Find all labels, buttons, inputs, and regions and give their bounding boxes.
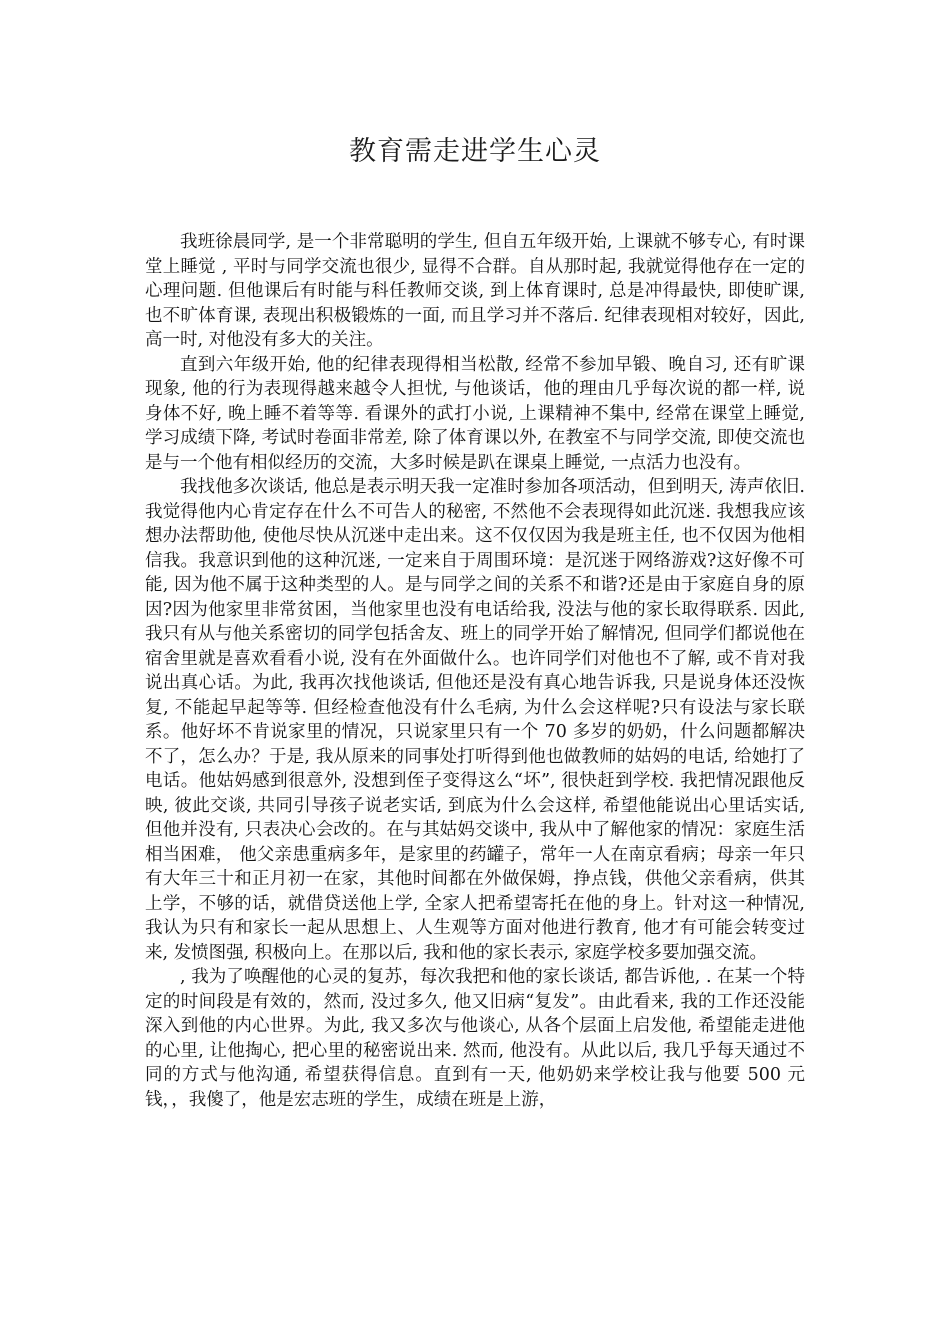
paragraph-2: 直到六年级开始, 他的纪律表现得相当松散, 经常不参加早锻、晚自习, 还有旷课现象, 他的行为表现得越来越令人担忧, 与他谈话，他的理由几乎每次说的都一样, 说身体不好, 晚上睡不着等等. 看课外的武打小说, 上课精神不集中, 经常在课堂上睡觉, 学习成绩下降, 考试时卷面非常差, 除了体育课以外, 在教室不与同学交流, 即使交流也是与一个他有相似经历的交流，大多时候是趴在课桌上睡觉, 一点活力也没有。 xyxy=(145,354,805,473)
document-body xyxy=(145,230,805,1112)
paragraph-1: 我班徐晨同学, 是一个非常聪明的学生, 但自五年级开始, 上课就不够专心, 有时课堂上睡觉 , 平时与同学交流也很少, 显得不合群。自从那时起, 我就觉得他存在一定的心理问题. 但他课后有时能与科任教师交谈, 到上体育课时, 总是冲得最快, 即使旷课, 也不旷体育课, 表现出积极锻炼的一面, 而且学习并不落后. 纪律表现相对较好，因此, 高一时, 对他没有多大的关注。 xyxy=(145,232,805,350)
paragraph-4: , 我为了唤醒他的心灵的复苏，每次我把和他的家长谈话, 都告诉他, . 在某一个特定的时间段是有效的，然而, 没过多久, 他又旧病“复发”。由此看来, 我的工作还没能深入到他的内心世界。为此, 我又多次与他谈心, 从各个层面上启发他, 希望能走进他的心里, 让他掏心, 把心里的秘密说出来. 然而, 他没有。从此以后, 我几乎每天通过不同的方式与他沟通, 希望获得信息。直到有一天, 他奶奶来学校让我与他要 500 元钱，，我傻了，他是宏志班的学生，成绩在班是上游， xyxy=(145,967,805,1110)
document-title: 教育需走进学生心灵 xyxy=(349,136,601,167)
paragraph-3: 我找他多次谈话, 他总是表示明天我一定准时参加各项活动，但到明天, 涛声依旧. 我觉得他内心肯定存在什么不可告人的秘密, 不然他不会表现得如此沉迷. 我想我应该想办法帮助他, 使他尽快从沉迷中走出来。这不仅仅因为我是班主任, 也不仅因为他相信我。我意识到他的这种沉迷, 一定来自于周围环境：是沉迷于网络游戏?这好像不可能, 因为他不属于这种类型的人。是与同学之间的关系不和谐?还是由于家庭自身的原因?因为他家里非常贫困，当他家里也没有电话给我, 没法与他的家长取得联系. 因此, 我只有从与他关系密切的同学包括舍友、班上的同学开始了解情况, 但同学们都说他在宿舍里就是喜欢看看小说, 没有在外面做什么。也许同学们对他也不了解, 或不肯对我说出真心话。为此, 我再次找他谈话, 但他还是没有真心地告诉我, 只是说身体还没恢复, 不能起早起等等. 但经检查他没有什么毛病, 为什么会这样呢?只有设法与家长联系。他好坏不肯说家里的情况，只说家里只有一个 70 多岁的奶奶，什么问题都解决不了，怎么办？于是, 我从原来的同事处打听得到他也做教师的姑妈的电话, 给她打了电话。他姑妈感到很意外, 没想到侄子变得这么“坏”, 很快赶到学校. 我把情况跟他反映, 彼此交谈, 共同引导孩子说老实话, 到底为什么会这样, 希望他能说出心里话实话, 但他并没有, 只表决心会改的。在与其姑妈交谈中, 我从中了解他家的情况：家庭生活相当困难， 他父亲患重病多年，是家里的药罐子，常年一人在南京看病；母亲一年只有大年三十和正月初一在家，其他时间都在外做保姆，挣点钱，供他父亲看病，供其上学，不够的话，就借贷送他上学, 全家人把希望寄托在他的身上。针对这一种情况, 我认为只有和家长一起从思想上、人生观等方面对他进行教育, 他才有可能会转变过来, 发愤图强, 积极向上。在那以后, 我和他的家长表示, 家庭学校多要加强交流。 xyxy=(145,477,805,963)
